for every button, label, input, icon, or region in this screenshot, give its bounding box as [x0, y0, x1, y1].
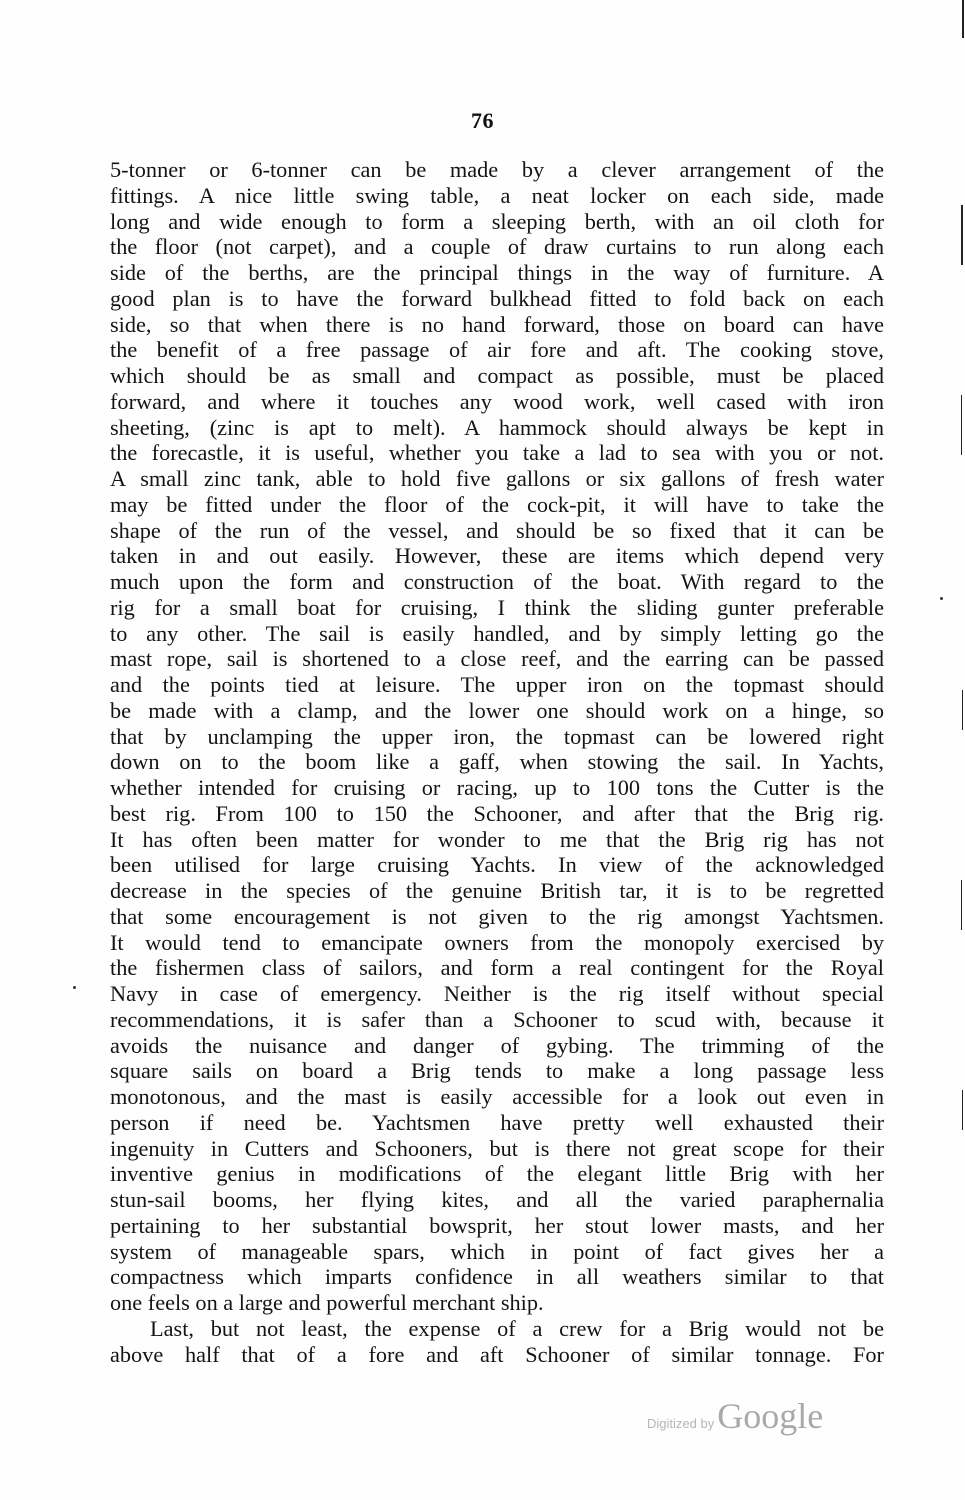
scan-speck — [940, 597, 943, 600]
digitized-by-google-watermark — [647, 1395, 823, 1437]
text-line: down on to the boom like a gaff, when stowing the sail. In Yachts, — [110, 749, 884, 775]
text-line: be made with a clamp, and the lower one should work on a hinge, so — [110, 697, 884, 723]
text-line: inventive genius in modifications of the elegant little Brig with her — [110, 1161, 884, 1187]
text-line: above half that of a fore and aft Schooner of similar tonnage. For — [110, 1341, 884, 1367]
text-line: square sails on board a Brig tends to make a long passage less — [110, 1058, 884, 1084]
text-line: Navy in case of emergency. Neither is the rig itself without special — [110, 981, 884, 1006]
text-line: the benefit of a free passage of air fore and aft. The cooking stove, — [110, 337, 884, 363]
text-line: compactness which imparts confidence in all weathers similar to that — [110, 1264, 884, 1290]
text-line: stun-sail booms, her flying kites, and all the varied paraphernalia — [110, 1187, 884, 1212]
text-line: good plan is to have the forward bulkhead fitted to fold back on each — [110, 285, 884, 311]
text-line: A small zinc tank, able to hold five gallons or six gallons of fresh water — [110, 466, 884, 491]
text-line: that some encouragement is not given to the rig amongst Yachtsmen. — [110, 903, 884, 929]
text-line: fittings. A nice little swing table, a neat locker on each side, made — [110, 182, 884, 208]
text-line: pertaining to her substantial bowsprit, her stout lower masts, and her — [110, 1212, 884, 1238]
text-line: been utilised for large cruising Yachts. In view of the acknowledged — [110, 852, 884, 878]
text-line: monotonous, and the mast is easily accessible for a look out even in — [110, 1084, 884, 1109]
text-line: system of manageable spars, which in point of fact gives her a — [110, 1238, 884, 1264]
scan-edge-mark — [961, 205, 963, 265]
scan-edge-mark — [962, 1090, 963, 1130]
text-line: the forecastle, it is useful, whether you take a lad to sea with you or not. — [110, 440, 884, 466]
text-line: It has often been matter for wonder to me that the Brig rig has not — [110, 826, 884, 852]
scan-edge-mark — [962, 0, 964, 38]
text-line: whether intended for cruising or racing, up to 100 tons the Cutter is the — [110, 775, 884, 800]
page-number: 76 — [471, 108, 494, 133]
text-line: best rig. From 100 to 150 the Schooner, and after that the Brig rig. — [110, 800, 884, 826]
text-line: It would tend to emancipate owners from the monopoly exercised by — [110, 929, 884, 955]
watermark-prefix: Digitized by — [647, 1416, 715, 1431]
text-line: that by unclamping the upper iron, the topmast can be lowered right — [110, 723, 884, 749]
text-line: side, so that when there is no hand forward, those on board can have — [110, 311, 884, 337]
text-line-paragraph-start: Last, but not least, the expense of a crew for a Brig would not be — [150, 1315, 884, 1341]
text-line: may be fitted under the floor of the cock-pit, it will have to take the — [110, 491, 884, 517]
text-line: 5-tonner or 6-tonner can be made by a clever arrangement of the — [110, 157, 884, 182]
text-line: sheeting, (zinc is apt to melt). A hammock should always be kept in — [110, 414, 884, 440]
scan-edge-mark — [962, 690, 963, 730]
text-line: person if need be. Yachtsmen have pretty well exhausted their — [110, 1109, 884, 1135]
google-logo-text: Google — [717, 1396, 824, 1436]
text-line: mast rope, sail is shortened to a close reef, and the earring can be passed — [110, 646, 884, 672]
text-line: forward, and where it touches any wood work, well cased with iron — [110, 388, 884, 414]
text-line-paragraph-end: one feels on a large and powerful merchant ship. — [110, 1290, 544, 1315]
text-line: taken in and out easily. However, these are items which depend very — [110, 543, 884, 569]
text-line: the fishermen class of sailors, and form a real contingent for the Royal — [110, 955, 884, 981]
text-line: decrease in the species of the genuine British tar, it is to be regretted — [110, 878, 884, 903]
text-line: recommendations, it is safer than a Schooner to scud with, because it — [110, 1006, 884, 1032]
text-line: the floor (not carpet), and a couple of draw curtains to run along each — [110, 234, 884, 260]
text-line: long and wide enough to form a sleeping berth, with an oil cloth for — [110, 208, 884, 234]
text-line: ingenuity in Cutters and Schooners, but is there not great scope for their — [110, 1135, 884, 1161]
text-line: shape of the run of the vessel, and should be so fixed that it can be — [110, 517, 884, 543]
text-line: which should be as small and compact as possible, must be placed — [110, 363, 884, 388]
text-line: side of the berths, are the principal things in the way of furniture. A — [110, 260, 884, 285]
text-line: much upon the form and construction of the boat. With regard to the — [110, 569, 884, 594]
text-line: to any other. The sail is easily handled, and by simply letting go the — [110, 620, 884, 646]
text-line: and the points tied at leisure. The upper iron on the topmast should — [110, 672, 884, 697]
text-line: rig for a small boat for cruising, I think the sliding gunter preferable — [110, 594, 884, 620]
body-text — [110, 157, 884, 1367]
scan-speck — [73, 986, 76, 989]
scan-edge-mark — [961, 880, 962, 930]
scan-edge-mark — [961, 395, 962, 455]
text-line: avoids the nuisance and danger of gybing. The trimming of the — [110, 1032, 884, 1058]
